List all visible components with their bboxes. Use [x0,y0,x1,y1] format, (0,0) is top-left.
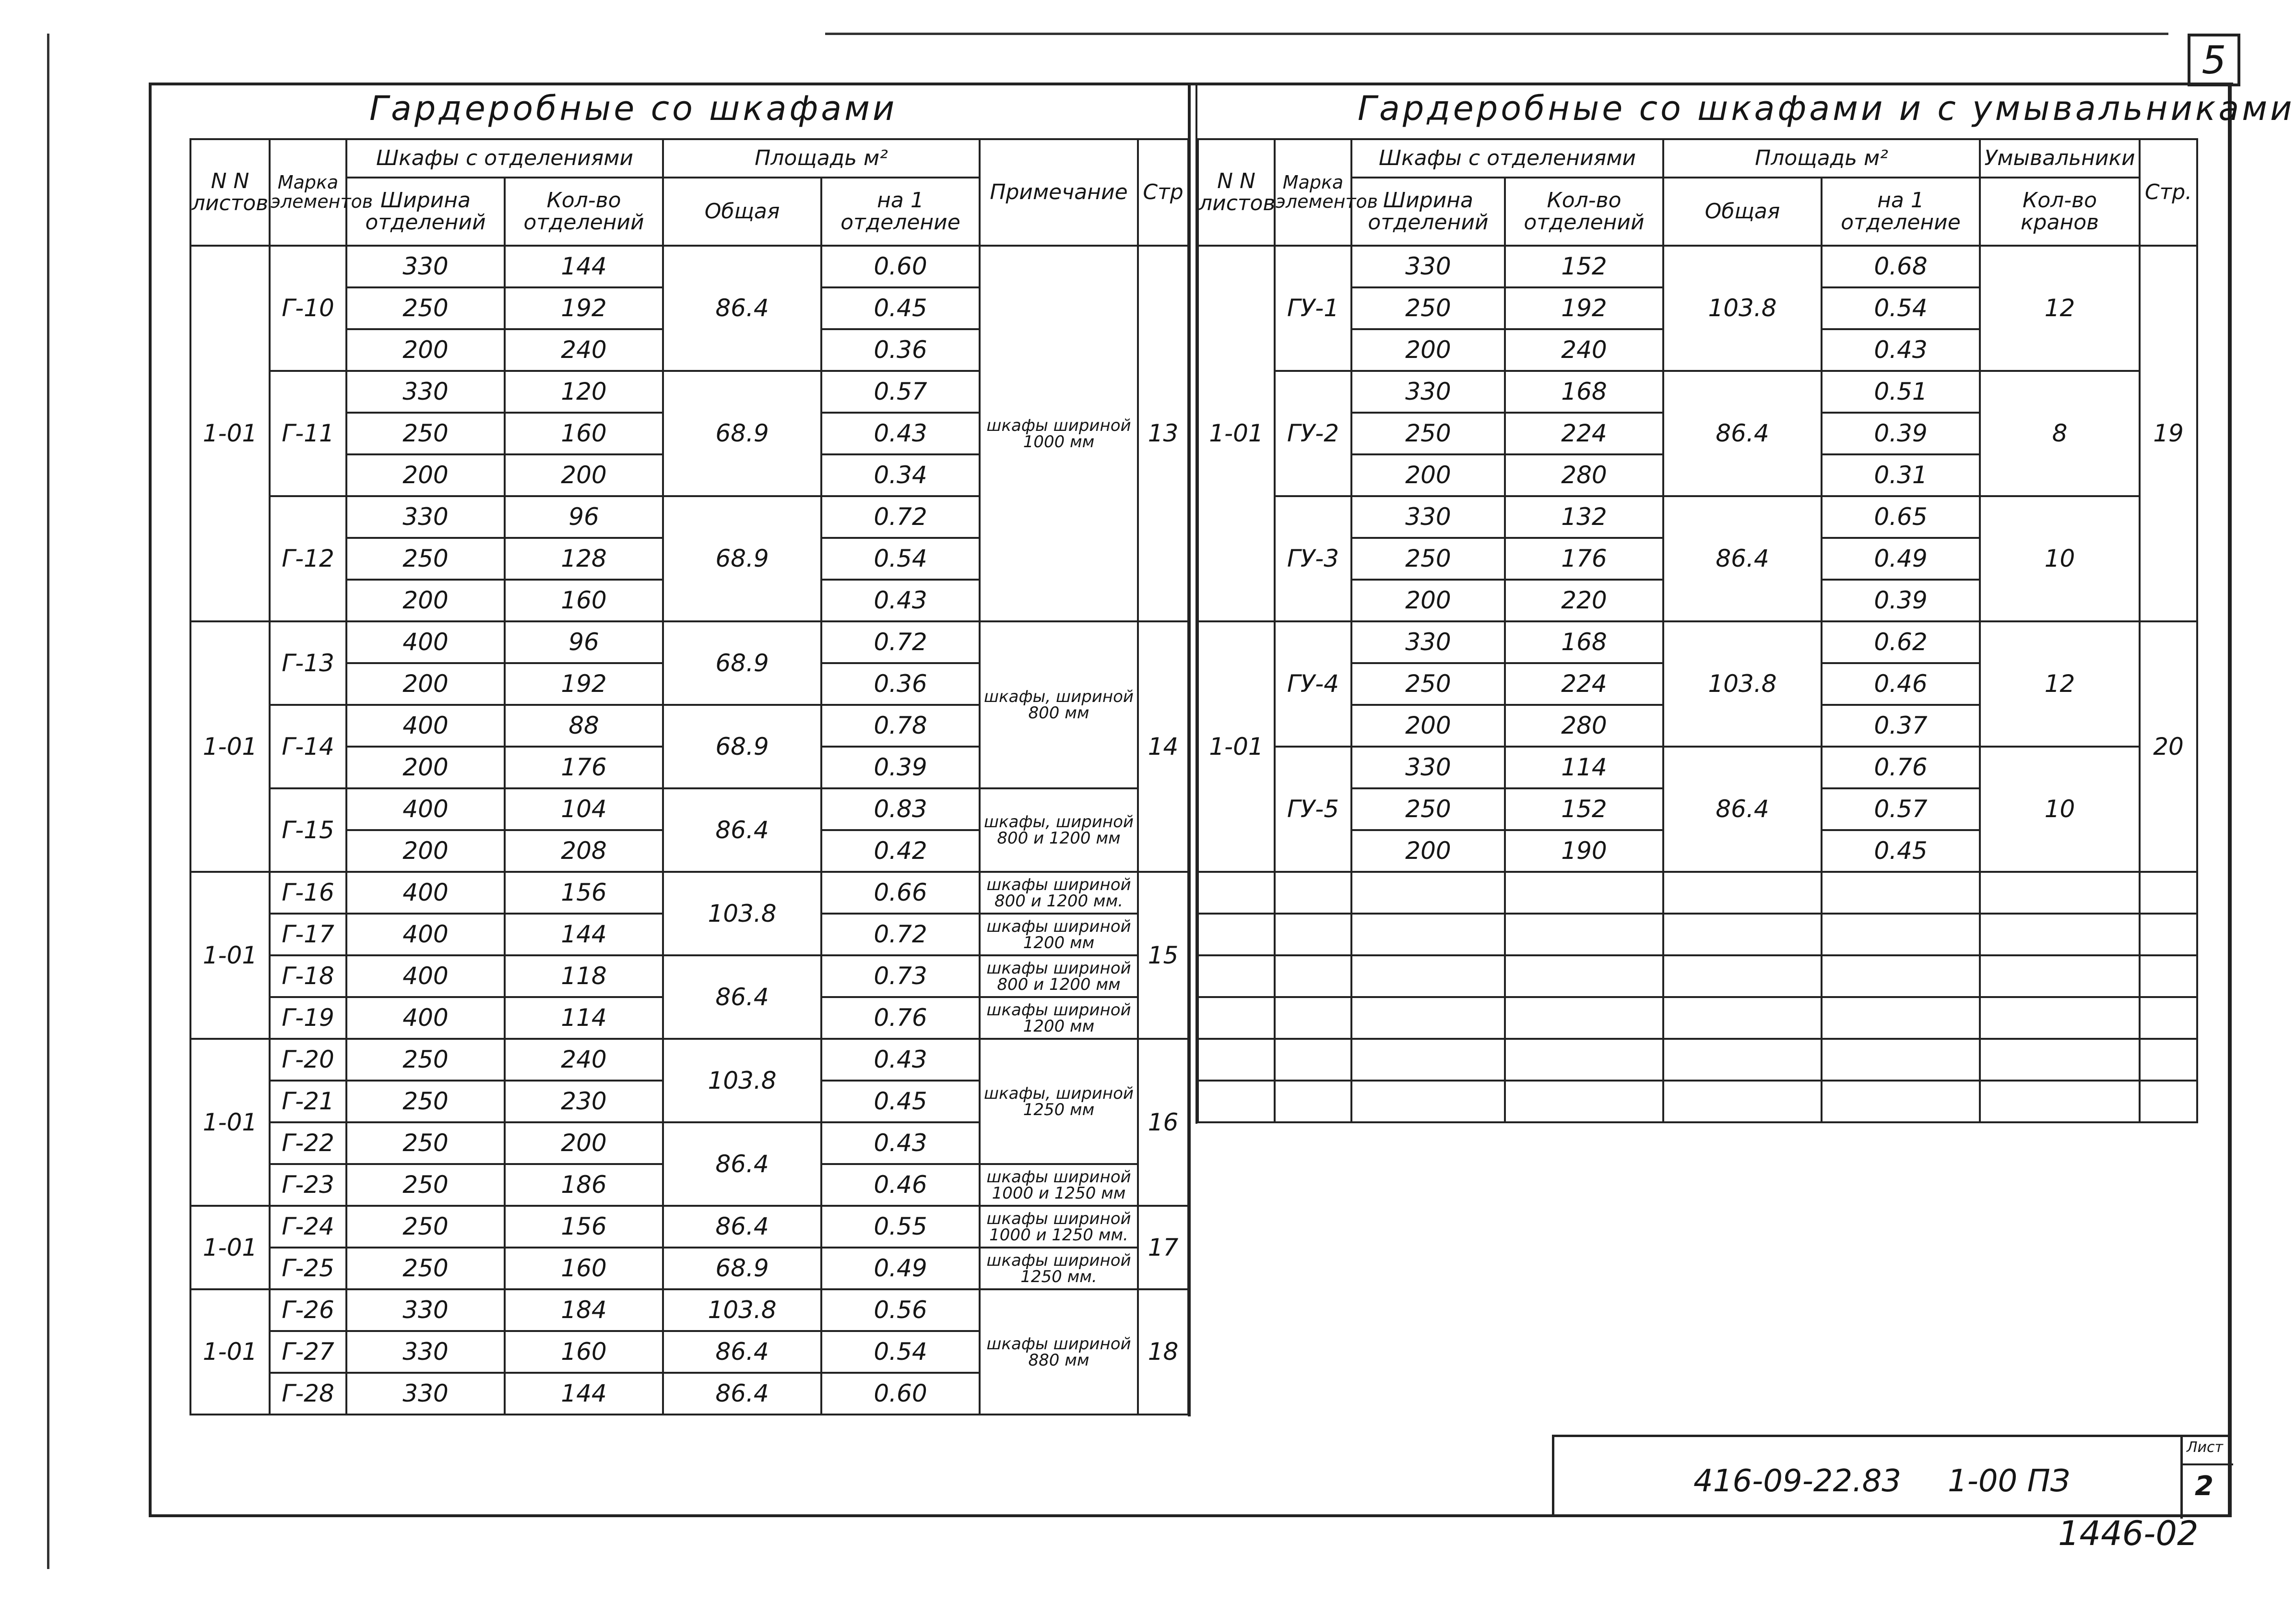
mark-cell: Г-17 [270,914,346,955]
note-cell: шкафы шириной 1000 и 1250 мм [980,1164,1138,1206]
per-section-cell: 0.54 [821,1331,980,1373]
width-cell: 330 [1351,621,1505,663]
sheet-group: 1-01 [190,1289,270,1415]
header-count: Кол-во отделений [1505,178,1663,246]
note-cell: шкафы, шириной 800 мм [980,621,1138,788]
sheet-group: 1-01 [1198,246,1275,621]
header-per-section: на 1 отделение [821,178,980,246]
width-cell: 330 [346,1373,505,1415]
total-cell: 68.9 [663,496,821,621]
mark-cell: Г-14 [270,705,346,788]
width-cell: 250 [346,538,505,580]
mark-cell: Г-12 [270,496,346,621]
width-cell: 330 [1351,747,1505,788]
corner-number: 5 [2201,38,2226,83]
per-section-cell: 0.55 [821,1206,980,1248]
total-cell: 103.8 [1663,246,1822,371]
count-cell: 184 [505,1289,663,1331]
count-cell: 96 [505,621,663,663]
empty-row [1198,914,2197,955]
note-cell: шкафы шириной 800 и 1200 мм [980,955,1138,997]
per-section-cell: 0.37 [1822,705,1980,747]
per-section-cell: 0.57 [1822,788,1980,830]
width-cell: 200 [346,830,505,872]
width-cell: 250 [346,1248,505,1289]
per-section-cell: 0.60 [821,246,980,287]
total-cell: 68.9 [663,621,821,705]
width-cell: 330 [346,246,505,287]
page-cell: 20 [2140,621,2197,872]
per-section-cell: 0.73 [821,955,980,997]
width-cell: 250 [1351,287,1505,329]
count-cell: 114 [1505,747,1663,788]
mark-cell: Г-26 [270,1289,346,1331]
count-cell: 280 [1505,454,1663,496]
header-sheets: N N листов [1198,139,1275,246]
total-cell: 103.8 [1663,621,1822,747]
left-table-title: Гардеробные со шкафами [369,89,898,128]
width-cell: 330 [346,496,505,538]
per-section-cell: 0.60 [821,1373,980,1415]
note-cell: шкафы шириной 1200 мм [980,914,1138,955]
per-section-cell: 0.68 [1822,246,1980,287]
count-cell: 240 [505,1039,663,1081]
per-section-cell: 0.43 [821,1039,980,1081]
header-note: Примечание [980,139,1138,246]
per-section-cell: 0.57 [821,371,980,413]
width-cell: 200 [346,663,505,705]
total-cell: 86.4 [1663,371,1822,496]
count-cell: 104 [505,788,663,830]
right-table [1197,138,2198,1123]
width-cell: 250 [1351,413,1505,454]
sheet-group: 1-01 [190,1206,270,1289]
count-cell: 160 [505,580,663,621]
header-width: Ширина отделений [1351,178,1505,246]
count-cell: 156 [505,1206,663,1248]
total-cell: 86.4 [663,246,821,371]
count-cell: 152 [1505,246,1663,287]
per-section-cell: 0.72 [821,496,980,538]
per-section-cell: 0.39 [821,747,980,788]
corner-number-box [2188,34,2240,86]
count-cell: 144 [505,1373,663,1415]
note-cell: шкафы шириной 800 и 1200 мм. [980,872,1138,914]
total-cell: 86.4 [663,1331,821,1373]
mark-cell: Г-21 [270,1081,346,1122]
count-cell: 152 [1505,788,1663,830]
count-cell: 208 [505,830,663,872]
top-edge-line [825,33,2168,35]
count-cell: 220 [1505,580,1663,621]
stamp-sheet-hline [2180,1463,2233,1465]
mark-cell: Г-16 [270,872,346,914]
total-cell: 86.4 [1663,496,1822,621]
header-cabinets: Шкафы с отделениями [346,139,663,178]
mark-cell: Г-27 [270,1331,346,1373]
note-cell: шкафы шириной 1250 мм. [980,1248,1138,1289]
width-cell: 200 [1351,830,1505,872]
width-cell: 400 [346,788,505,830]
count-cell: 190 [1505,830,1663,872]
note-cell: шкафы, шириной 1250 мм [980,1039,1138,1164]
per-section-cell: 0.43 [821,413,980,454]
count-cell: 186 [505,1164,663,1206]
per-section-cell: 0.62 [1822,621,1980,663]
archive-number: 1446-02 [2058,1514,2199,1553]
per-section-cell: 0.76 [1822,747,1980,788]
total-cell: 86.4 [663,1206,821,1248]
taps-cell: 12 [1980,621,2140,747]
width-cell: 400 [346,872,505,914]
per-section-cell: 0.65 [1822,496,1980,538]
header-mark: Марка элементов [1275,139,1351,246]
count-cell: 192 [1505,287,1663,329]
header-total: Общая [1663,178,1822,246]
header-per-section: на 1 отделение [1822,178,1980,246]
empty-row [1198,955,2197,997]
per-section-cell: 0.36 [821,329,980,371]
width-cell: 250 [1351,663,1505,705]
width-cell: 250 [1351,788,1505,830]
stamp-sheet-divider [2180,1437,2183,1519]
width-cell: 400 [346,997,505,1039]
count-cell: 88 [505,705,663,747]
per-section-cell: 0.34 [821,454,980,496]
per-section-cell: 0.83 [821,788,980,830]
per-section-cell: 0.45 [821,287,980,329]
mark-cell: Г-13 [270,621,346,705]
total-cell: 86.4 [663,1373,821,1415]
count-cell: 114 [505,997,663,1039]
count-cell: 160 [505,1248,663,1289]
per-section-cell: 0.76 [821,997,980,1039]
width-cell: 250 [346,1122,505,1164]
header-total: Общая [663,178,821,246]
mark-cell: ГУ-3 [1275,496,1351,621]
count-cell: 144 [505,246,663,287]
per-section-cell: 0.43 [821,1122,980,1164]
width-cell: 330 [346,1331,505,1373]
per-section-cell: 0.45 [1822,830,1980,872]
stamp-doc-code: 416-09-22.83 [1693,1463,1901,1499]
header-basins: Умывальники [1980,139,2140,178]
count-cell: 176 [505,747,663,788]
header-area: Площадь м² [663,139,980,178]
mark-cell: Г-20 [270,1039,346,1081]
mark-cell: Г-19 [270,997,346,1039]
count-cell: 192 [505,287,663,329]
per-section-cell: 0.43 [1822,329,1980,371]
right-table-title: Гардеробные со шкафами и с умывальниками [1358,89,2295,128]
mark-cell: ГУ-2 [1275,371,1351,496]
width-cell: 330 [1351,496,1505,538]
note-cell: шкафы шириной 1200 мм [980,997,1138,1039]
empty-row [1198,872,2197,914]
note-cell: шкафы шириной 1000 и 1250 мм. [980,1206,1138,1248]
taps-cell: 12 [1980,246,2140,371]
per-section-cell: 0.46 [1822,663,1980,705]
count-cell: 224 [1505,413,1663,454]
per-section-cell: 0.54 [821,538,980,580]
taps-cell: 10 [1980,496,2140,621]
mark-cell: Г-25 [270,1248,346,1289]
width-cell: 400 [346,621,505,663]
per-section-cell: 0.43 [821,580,980,621]
per-section-cell: 0.51 [1822,371,1980,413]
stamp-sheet-label: Лист [2187,1439,2224,1456]
total-cell: 68.9 [663,1248,821,1289]
total-cell: 86.4 [663,955,821,1039]
per-section-cell: 0.46 [821,1164,980,1206]
width-cell: 200 [1351,705,1505,747]
empty-row [1198,997,2197,1039]
mark-cell: ГУ-1 [1275,246,1351,371]
page-cell: 14 [1138,621,1188,872]
width-cell: 330 [346,1289,505,1331]
per-section-cell: 0.36 [821,663,980,705]
mark-cell: ГУ-5 [1275,747,1351,872]
width-cell: 200 [1351,580,1505,621]
sheet-group: 1-01 [190,1039,270,1206]
header-page: Стр. [2140,139,2197,246]
per-section-cell: 0.54 [1822,287,1980,329]
mark-cell: ГУ-4 [1275,621,1351,747]
mark-cell: Г-22 [270,1122,346,1164]
width-cell: 250 [1351,538,1505,580]
header-cabinets: Шкафы с отделениями [1351,139,1663,178]
count-cell: 240 [505,329,663,371]
stamp-block [1552,1435,2231,1516]
width-cell: 200 [1351,454,1505,496]
count-cell: 200 [505,454,663,496]
page-cell: 17 [1138,1206,1188,1289]
count-cell: 230 [505,1081,663,1122]
width-cell: 200 [346,454,505,496]
per-section-cell: 0.72 [821,621,980,663]
note-cell: шкафы шириной 880 мм [980,1289,1138,1415]
stamp-section: 1-00 ПЗ [1948,1463,2070,1499]
total-cell: 68.9 [663,705,821,788]
width-cell: 330 [346,371,505,413]
count-cell: 240 [1505,329,1663,371]
total-cell: 103.8 [663,872,821,955]
sheet-group: 1-01 [190,246,270,621]
left-margin-line [47,34,49,1569]
width-cell: 400 [346,914,505,955]
total-cell: 86.4 [1663,747,1822,872]
page-cell: 18 [1138,1289,1188,1415]
mark-cell: Г-11 [270,371,346,496]
page-cell: 15 [1138,872,1188,1039]
width-cell: 200 [346,580,505,621]
count-cell: 280 [1505,705,1663,747]
count-cell: 192 [505,663,663,705]
width-cell: 400 [346,955,505,997]
header-count: Кол-во отделений [505,178,663,246]
total-cell: 86.4 [663,788,821,872]
left-table [189,138,1189,1415]
right-frame-line [2228,83,2231,1517]
count-cell: 168 [1505,621,1663,663]
width-cell: 250 [346,1206,505,1248]
sheet-group: 1-01 [190,621,270,872]
per-section-cell: 0.39 [1822,580,1980,621]
count-cell: 160 [505,1331,663,1373]
mark-cell: Г-28 [270,1373,346,1415]
header-taps: Кол-во кранов [1980,178,2140,246]
per-section-cell: 0.78 [821,705,980,747]
sheet-group: 1-01 [190,872,270,1039]
width-cell: 400 [346,705,505,747]
stamp-sheet-no: 2 [2195,1471,2213,1502]
count-cell: 96 [505,496,663,538]
count-cell: 156 [505,872,663,914]
per-section-cell: 0.39 [1822,413,1980,454]
mark-cell: Г-24 [270,1206,346,1248]
width-cell: 250 [346,1164,505,1206]
count-cell: 160 [505,413,663,454]
total-cell: 103.8 [663,1289,821,1331]
per-section-cell: 0.56 [821,1289,980,1331]
count-cell: 168 [1505,371,1663,413]
per-section-cell: 0.42 [821,830,980,872]
per-section-cell: 0.66 [821,872,980,914]
taps-cell: 10 [1980,747,2140,872]
mark-cell: Г-15 [270,788,346,872]
sheet-group: 1-01 [1198,621,1275,872]
total-cell: 86.4 [663,1122,821,1206]
page-cell: 13 [1138,246,1188,621]
total-cell: 103.8 [663,1039,821,1122]
width-cell: 250 [346,287,505,329]
width-cell: 330 [1351,246,1505,287]
count-cell: 118 [505,955,663,997]
empty-row [1198,1039,2197,1081]
per-section-cell: 0.49 [1822,538,1980,580]
total-cell: 68.9 [663,371,821,496]
empty-row [1198,1081,2197,1122]
per-section-cell: 0.31 [1822,454,1980,496]
count-cell: 200 [505,1122,663,1164]
frame-top-line [149,83,2233,85]
per-section-cell: 0.45 [821,1081,980,1122]
count-cell: 224 [1505,663,1663,705]
width-cell: 250 [346,1081,505,1122]
per-section-cell: 0.72 [821,914,980,955]
mark-cell: Г-18 [270,955,346,997]
per-section-cell: 0.49 [821,1248,980,1289]
header-page: Стр [1138,139,1188,246]
width-cell: 250 [346,413,505,454]
note-cell: шкафы, шириной 800 и 1200 мм [980,788,1138,872]
count-cell: 176 [1505,538,1663,580]
count-cell: 144 [505,914,663,955]
header-mark: Марка элементов [270,139,346,246]
count-cell: 132 [1505,496,1663,538]
header-sheets: N N листов [190,139,270,246]
count-cell: 128 [505,538,663,580]
note-cell: шкафы шириной 1000 мм [980,246,1138,621]
count-cell: 120 [505,371,663,413]
header-area: Площадь м² [1663,139,1980,178]
width-cell: 200 [1351,329,1505,371]
width-cell: 250 [346,1039,505,1081]
mark-cell: Г-23 [270,1164,346,1206]
page-cell: 16 [1138,1039,1188,1206]
taps-cell: 8 [1980,371,2140,496]
width-cell: 200 [346,329,505,371]
page-cell: 19 [2140,246,2197,621]
header-width: Ширина отделений [346,178,505,246]
mark-cell: Г-10 [270,246,346,371]
width-cell: 330 [1351,371,1505,413]
width-cell: 200 [346,747,505,788]
